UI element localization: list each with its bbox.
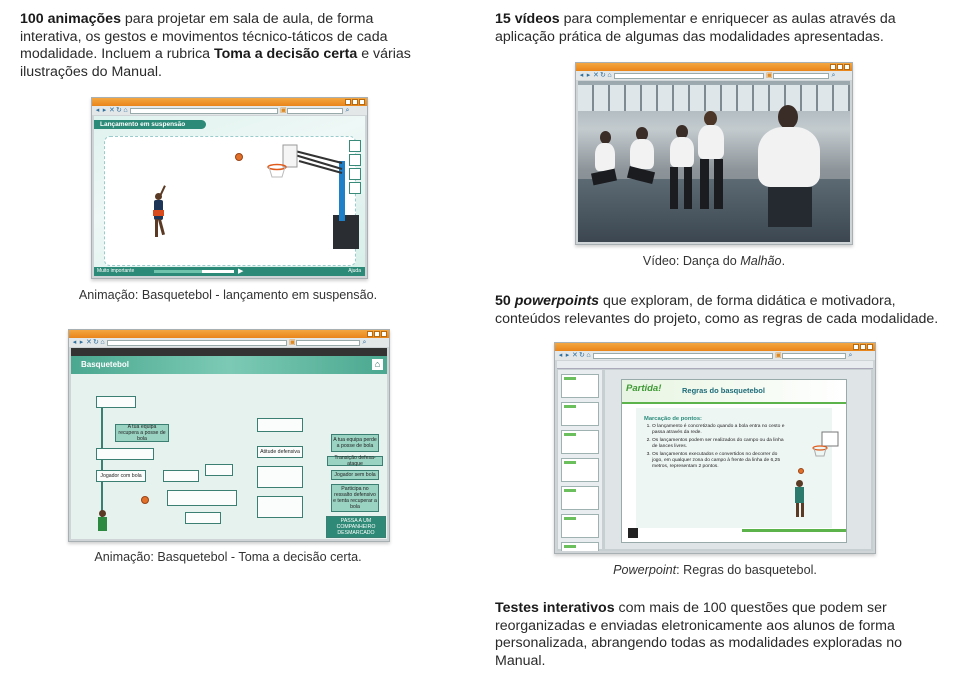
maximize-icon: [837, 64, 843, 70]
browser-toolbar: [69, 338, 389, 347]
empty-box: [96, 448, 154, 460]
rule-item: 3. Os lançamentos executados e convertidos no decorrer do jogo, em qualquer zona do campo à frente da linha de 6,25 metros, representam 2 pontos.: [652, 452, 786, 469]
video-caption: Vídeo: Dança do Malhão.: [642, 254, 786, 268]
box-atitude: Atitude defensiva: [257, 446, 303, 458]
close-icon: [359, 99, 365, 105]
player-body: [98, 517, 107, 531]
intro-animations: 100 animações para projetar em sala de aula, de forma interativa, os gestos e movimentos técnico-táticos de cada modalidade. Incluem a rubrica Toma a decisão certa e várias ilustrações do Manual.: [20, 11, 411, 80]
slide-title: Regras do basquetebol: [682, 386, 765, 395]
back-icon: ◂: [95, 106, 100, 114]
decision-window-shot: [68, 329, 390, 542]
rubric-name: Toma a decisão certa: [214, 46, 358, 63]
refresh-icon: ↻: [116, 106, 122, 114]
animations-count: 100 animações: [20, 11, 121, 27]
video-frame: [578, 81, 850, 242]
search-icon: ⌕: [848, 351, 853, 359]
search-icon: ⌕: [831, 71, 836, 79]
forward-icon: ▸: [586, 71, 591, 79]
rules-list: [636, 424, 786, 472]
refresh-icon: ↻: [579, 351, 585, 359]
gym-windows: [578, 85, 850, 111]
court-stage: [104, 136, 356, 266]
rss-icon: ▣: [289, 338, 296, 346]
window-titlebar: [555, 343, 875, 351]
search-box: [296, 340, 360, 346]
publisher-logo: [628, 528, 638, 538]
maximize-icon: [860, 344, 866, 350]
search-icon: ⌕: [345, 106, 350, 114]
refresh-icon: ↻: [93, 338, 99, 346]
green-header: [71, 356, 387, 374]
home-icon: ⌂: [100, 338, 105, 346]
animation1-caption: Animação: Basquetebol - lançamento em suspensão.: [78, 288, 378, 302]
maximize-icon: [352, 99, 358, 105]
empty-box: [96, 396, 136, 408]
empty-box: [257, 418, 303, 432]
minimize-icon: [853, 344, 859, 350]
maximize-icon: [374, 331, 380, 337]
forward-icon: ▸: [79, 338, 84, 346]
minimize-icon: [345, 99, 351, 105]
minimize-icon: [367, 331, 373, 337]
box-transicao[interactable]: Transição defesa-ataque: [327, 456, 383, 466]
home-icon[interactable]: ⌂: [372, 359, 383, 370]
slide-thumb[interactable]: [561, 458, 599, 482]
rss-icon: ▣: [766, 71, 773, 79]
close-icon: [844, 64, 850, 70]
search-box: [782, 353, 846, 359]
slide-subtitle: Marcação de pontos:: [644, 416, 702, 422]
slide-thumb[interactable]: [561, 430, 599, 454]
ajuda-button[interactable]: Ajuda: [348, 268, 361, 274]
close-icon: [867, 344, 873, 350]
side-controls: [349, 140, 361, 194]
player-head: [99, 510, 106, 517]
side-button-4[interactable]: [349, 182, 361, 194]
rule-item: 2. Os lançamentos podem ser realizados do campo ou da linha de lances livres.: [652, 438, 786, 449]
stop-icon: ✕: [86, 338, 92, 346]
forward-icon: ▸: [565, 351, 570, 359]
intro-tests: Testes interativos com mais de 100 questões que podem ser reorganizadas e enviadas eletronicamente aos alunos de forma personalizada, abrangendo todas as modalidades exploradas no Manual.: [495, 600, 902, 669]
dark-header: [71, 348, 387, 356]
player-head: [796, 480, 803, 487]
home-icon: ⌂: [123, 106, 128, 114]
back-icon: ◂: [558, 351, 563, 359]
side-button-2[interactable]: [349, 154, 361, 166]
partida-logo: Partida!: [626, 383, 662, 394]
animation-content: [94, 116, 365, 276]
progress-slider[interactable]: [154, 270, 234, 273]
back-icon: ◂: [579, 71, 584, 79]
powerpoint-content: [557, 361, 873, 551]
empty-box: [163, 470, 199, 482]
box-equipa-recupera: A tua equipa recupera a posse de bola: [115, 424, 169, 442]
address-bar: [107, 340, 287, 346]
slide-header-band: [622, 380, 846, 404]
video-window-shot: [575, 62, 853, 245]
box-equipa-perde[interactable]: A tua equipa perde a posse de bola: [331, 434, 379, 452]
empty-box: [167, 490, 237, 506]
window-titlebar: [576, 63, 852, 71]
stop-icon: ✕: [593, 71, 599, 79]
ball-icon: [798, 468, 804, 474]
close-icon: [381, 331, 387, 337]
slide-thumb[interactable]: [561, 514, 599, 538]
home-icon: ⌂: [607, 71, 612, 79]
slide-thumbnails: [558, 370, 602, 549]
address-bar: [614, 73, 764, 79]
side-button-1[interactable]: [349, 140, 361, 152]
animation2-caption: Animação: Basquetebol - Toma a decisão certa.: [94, 550, 362, 564]
empty-box: [257, 466, 303, 488]
videos-count: 15 vídeos: [495, 11, 560, 27]
basket-hoop-icon: [810, 430, 842, 460]
slide-thumb[interactable]: [561, 542, 599, 551]
powerpoints-count: 50: [495, 293, 515, 309]
animation-title-tag: Lançamento em suspensão: [94, 120, 206, 129]
current-slide: [621, 379, 847, 543]
back-icon: ◂: [72, 338, 77, 346]
empty-box: [257, 496, 303, 518]
search-box: [287, 108, 343, 114]
search-box: [773, 73, 829, 79]
slide-thumb[interactable]: [561, 486, 599, 510]
decision-title: Basquetebol: [81, 360, 130, 369]
home-icon: ⌂: [586, 351, 591, 359]
forward-icon: ▸: [102, 106, 107, 114]
box-jogador-bola: Jogador com bola: [96, 470, 146, 482]
player-controls: [94, 267, 365, 276]
empty-box: [205, 464, 233, 476]
minimize-icon: [830, 64, 836, 70]
window-titlebar: [69, 330, 389, 338]
player-body: [795, 487, 804, 503]
browser-toolbar: [92, 106, 367, 115]
powerpoint-window-shot: [554, 342, 876, 554]
rss-icon: ▣: [280, 106, 287, 114]
slide-thumb[interactable]: [561, 402, 599, 426]
window-titlebar: [92, 98, 367, 106]
stop-icon: ✕: [109, 106, 115, 114]
box-jogador-sem[interactable]: Jogador sem bola: [331, 470, 379, 480]
slide-footer-stripe: [742, 529, 846, 532]
tests-title: Testes interativos: [495, 600, 615, 616]
address-bar: [593, 353, 773, 359]
play-icon[interactable]: ▶: [238, 268, 244, 275]
box-passa[interactable]: PASSA A UM COMPANHEIRO DESMARCADO: [326, 516, 386, 538]
ball-icon: [141, 496, 149, 504]
animation-window-shot: [91, 97, 368, 279]
slide-thumb[interactable]: [561, 374, 599, 398]
search-icon: ⌕: [362, 338, 367, 346]
refresh-icon: ↻: [600, 71, 606, 79]
stop-icon: ✕: [572, 351, 578, 359]
browser-toolbar: [576, 71, 852, 80]
ball-icon: [235, 153, 243, 161]
rule-item: 1. O lançamento é concretizado quando a bola entra no cesto e passa através da rede.: [652, 424, 786, 435]
browser-toolbar: [555, 351, 875, 360]
side-button-3[interactable]: [349, 168, 361, 180]
intro-videos: 15 vídeos para complementar e enriquecer as aulas através da aplicação prática de algumas das modalidades apresentadas.: [495, 11, 896, 45]
decision-content: [71, 348, 387, 539]
muito-importante-label[interactable]: Muito importante: [97, 268, 135, 274]
address-bar: [130, 108, 278, 114]
box-participa[interactable]: Participa no ressalto defensivo e tenta recuperar a bola: [331, 484, 379, 512]
empty-box: [185, 512, 221, 524]
ppt-ribbon: [557, 361, 873, 369]
rss-icon: ▣: [775, 351, 782, 359]
intro-powerpoints: 50 powerpoints que exploram, de forma didática e motivadora, conteúdos relevantes do projeto, como as regras de cada modalidade.: [495, 293, 939, 327]
powerpoint-caption: Powerpoint: Regras do basquetebol.: [613, 563, 817, 577]
